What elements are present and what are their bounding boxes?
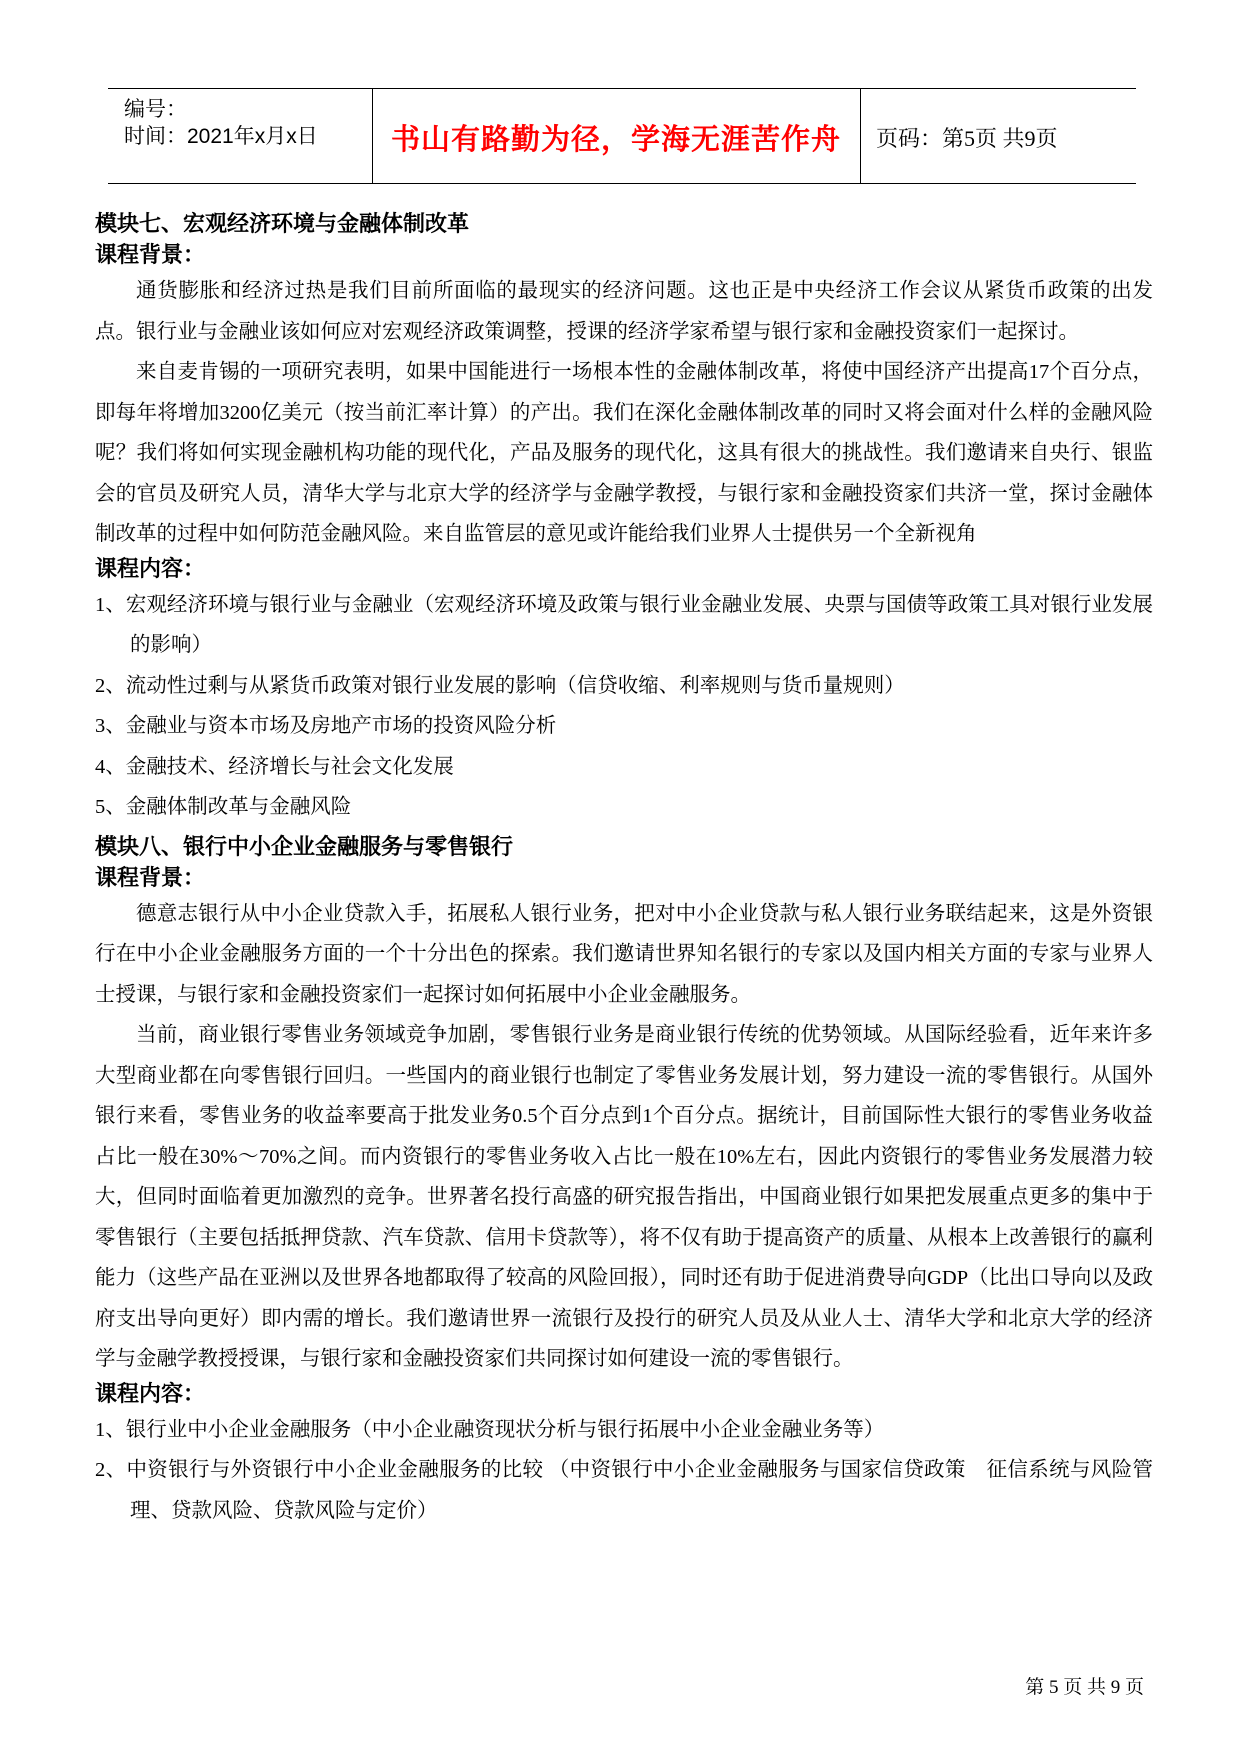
paragraph: 通货膨胀和经济过热是我们目前所面临的最现实的经济问题。这也正是中央经济工作会议从紧货币政策的出发点。银行业与金融业该如何应对宏观经济政策调整，授课的经济学家希望与银行家和金融投资家们一起探讨。 [95, 280, 1153, 343]
list-item: 3、金融业与资本市场及房地产市场的投资风险分析 [95, 715, 557, 737]
header-page-number: 页码：第5页 共9页 [876, 126, 1058, 151]
header-left-cell [108, 89, 373, 183]
header-right-cell [860, 89, 1136, 183]
course-content-heading: 课程内容： [95, 556, 206, 582]
header-motto: 书山有路勤为径，学海无涯苦作舟 [390, 122, 841, 156]
page-footer: 第 5 页 共 9 页 [1025, 1677, 1144, 1698]
course-background-heading: 课程背景： [95, 865, 206, 891]
document-number-label: 编号： [124, 98, 187, 121]
list-item: 4、金融技术、经济增长与社会文化发展 [95, 755, 454, 778]
paragraph: 来自麦肯锡的一项研究表明，如果中国能进行一场根本性的金融体制改革，将使中国经济产出提高17个百分点，即每年将增加3200亿美元（按当前汇率计算）的产出。我们在深化金融体制改革的同时又将会面对什么样的金融风险呢？我们将如何实现金融机构功能的现代化，产品及服务的现代化，这具有很大的挑战性。我们邀请来自央行、银监会的官员及研究人员，清华大学与北京大学的经济学与金融学教授，与银行家和金融投资家们共济一堂，探讨金融体制改革的过程中如何防范金融风险。来自监管层的意见或许能给我们业界人士提供另一个全新视角 [95, 361, 1153, 545]
paragraph: 德意志银行从中小企业贷款入手，拓展私人银行业务，把对中小企业贷款与私人银行业务联结起来，这是外资银行在中小企业金融服务方面的一个十分出色的探索。我们邀请世界知名银行的专家以及国内相关方面的专家与业界人士授课，与银行家和金融投资家们一起探讨如何拓展中小企业金融服务。 [95, 902, 1153, 1006]
module-title: 模块八、银行中小企业金融服务与零售银行 [95, 834, 514, 860]
header-middle-cell [372, 89, 861, 183]
list-item: 1、银行业中小企业金融服务（中小企业融资现状分析与银行拓展中小企业金融业务等） [95, 1418, 885, 1441]
paragraph: 当前，商业银行零售业务领域竞争加剧，零售银行业务是商业银行传统的优势领域。从国际经验看，近年来许多大型商业都在向零售银行回归。一些国内的商业银行也制定了零售业务发展计划，努力建设一流的零售银行。从国外银行来看，零售业务的收益率要高于批发业务0.5个百分点到1个百分点。据统计，目前国际性大银行的零售业务收益占比一般在30%～70%之间。而内资银行的零售业务收入占比一般在10%左右，因此内资银行的零售业务发展潜力较大，但同时面临着更加激烈的竞争。世界著名投行高盛的研究报告指出，中国商业银行如果把发展重点更多的集中于零售银行（主要包括抵押贷款、汽车贷款、信用卡贷款等），将不仅有助于提高资产的质量、从根本上改善银行的赢利能力（这些产品在亚洲以及世界各地都取得了较高的风险回报），同时还有助于促进消费导向GDP（比出口导向以及政府支出导向更好）即内需的增长。我们邀请世界一流银行及投行的研究人员及从业人士、清华大学和北京大学的经济学与金融学教授授课，与银行家和金融投资家们共同探讨如何建设一流的零售银行。 [95, 1024, 1153, 1370]
list-item: 2、中资银行与外资银行中小企业金融服务的比较 （中资银行中小企业金融服务与国家信贷政策 征信系统与风险管理、贷款风险、贷款风险与定价） [95, 1459, 1153, 1522]
module-eight [95, 832, 1153, 1532]
module-title: 模块七、宏观经济环境与金融体制改革 [95, 212, 470, 237]
module-seven [95, 209, 1153, 828]
list-item: 5、金融体制改革与金融风险 [95, 796, 352, 818]
document-date-label: 时间：2021年x月x日 [124, 125, 318, 148]
course-content-heading: 课程内容： [95, 1381, 206, 1407]
list-item: 2、流动性过剩与从紧货币政策对银行业发展的影响（信贷收缩、利率规则与货币量规则） [95, 674, 905, 697]
list-item: 1、宏观经济环境与银行业与金融业（宏观经济环境及政策与银行业金融业发展、央票与国债等政策工具对银行业发展的影响） [95, 593, 1153, 656]
page-header [108, 88, 1136, 184]
document-body [95, 205, 1153, 1531]
course-background-heading: 课程背景： [95, 243, 206, 268]
